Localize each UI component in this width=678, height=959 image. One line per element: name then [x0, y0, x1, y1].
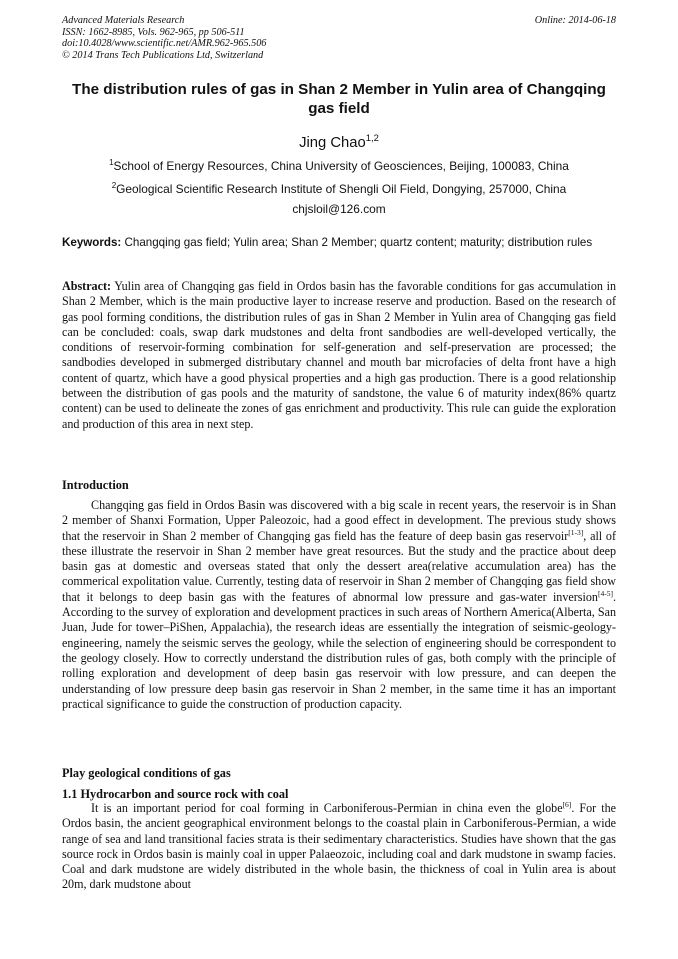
keywords-label: Keywords: — [62, 236, 122, 249]
author-name: Jing Chao — [299, 134, 366, 151]
affiliation-1-text: School of Energy Resources, China University of Geosciences, Beijing, 100083, China — [113, 158, 569, 173]
section-1-1-heading: 1.1 Hydrocarbon and source rock with coal — [62, 787, 289, 801]
keywords — [62, 236, 616, 251]
issn-line: ISSN: 1662-8985, Vols. 962-965, pp 506-511 — [62, 26, 245, 38]
sec11-text-1: It is an important period for coal forming in Carboniferous-Permian in china even the globe — [91, 801, 563, 815]
doi-line: doi:10.4028/www.scientific.net/AMR.962-965.506 — [62, 38, 267, 50]
copyright-line: © 2014 Trans Tech Publications Ltd, Switzerland — [62, 49, 264, 61]
journal-name: Advanced Materials Research — [62, 15, 185, 26]
affiliation-2-text: Geological Scientific Research Institute of Shengli Oil Field, Dongying, 257000, China — [116, 181, 567, 196]
affiliation-1-sup: 1 — [109, 158, 114, 167]
intro-text-1: Changqing gas field in Ordos Basin was discovered with a big scale in recent years, the reservoir is in Shan 2 member of Shanxi Formation, Upper Paleozoic, had a good effect in development. The previous study shows that the reservoir in Shan 2 member of Changqing gas field has the feature of deep basin gas reservoir — [62, 498, 616, 543]
journal-header — [62, 15, 616, 61]
keywords-text: Changqing gas field; Yulin area; Shan 2 Member; quartz content; maturity; distribution rules — [121, 236, 593, 249]
affiliation-1 — [62, 158, 616, 173]
paper-title: The distribution rules of gas in Shan 2 Member in Yulin area of Changqing gas field — [72, 81, 606, 117]
sec11-text-2: . For the Ordos basin, the ancient geographical environment belongs to the coastal plain in Carboniferous-Permian, a wide range of sea and land transitional facies strata is their sedimentary characteristics. Studies have shown that the gas source rock in Ordos basin is mainly coal in upper Palaeozoic, including coal and dark mudstone in swamp facies. Coal and dark mudstone are widely distributed in the whole basin, the thickness of coal in Yulin area is about 20m, dark mudstone about — [62, 801, 616, 892]
affiliation-2 — [62, 181, 616, 196]
intro-text-2: , all of these illustrate the reservoir in Shan 2 member have great resources. But the study and the practice about deep basin gas at domestic and overseas stated that only the dessert area(relative accumulation area) has the commerical expolitation value. Currently, testing data of reservoir in Shan 2 member of Changqing gas field show that it belongs to deep basin gas with the features of abnormal low pressure and gas-water inversion — [62, 528, 617, 604]
affiliation-2-sup: 2 — [111, 181, 117, 190]
abstract — [62, 279, 616, 432]
author-email: chjsloil@126.com — [292, 202, 386, 216]
section-1-1-paragraph — [62, 801, 616, 893]
abstract-text: Yulin area of Changqing gas field in Ordos basin has the favorable conditions for gas accumulation in Shan 2 Member, which is the main productive layer to increase reserve and production. Based on the research of gas pool forming conditions, the distribution rules of gas in Shan 2 Member in Yulin area of Changqing gas field can be concluded: coals, swap dark mudstones and delta front sandbodies are well-developed vertically, the conditions of reservoir-forming combination for self-generation and self-preservation are processed; the sandbodies developed in submerged distributary channel and mouth bar microfacies of delta front have a high content of quartz, which have a good physical properties and a high gas production. There is a good relationship between the distribution of gas pools and the maturity of sandstone, the value 6 of maturity index(86% quartz content) can be used to delineate the zones of gas enrichment and productivity. This rule can guide the exploration and production of this area in next step. — [62, 279, 616, 431]
author — [62, 133, 616, 151]
intro-text-3: . According to the survey of exploration and development practices in such areas of Northern America(Alberta, San Juan, Jude for tower–PiShen, Appalachia), the research ideas are essentially the integration of seismic-geology-engineering, namely the seismic serves the geology, while the selection of engineering should be correspondent to the geology closely. How to correctly understand the distribution rules of gas, both comply with the principle of rolling exploration and development of deep basin gas reservoir with low pressure, and can deepen the understanding of low pressure deep basin gas reservoir in Shan 2 member, in the same time it has an important practical significance to guide the construction of production capacity. — [62, 589, 616, 711]
author-sup: 1,2 — [365, 133, 379, 144]
introduction-heading: Introduction — [62, 478, 129, 492]
citation-4-5: [4-5] — [597, 588, 613, 598]
play-conditions-heading: Play geological conditions of gas — [62, 766, 231, 780]
abstract-label: Abstract: — [62, 279, 112, 293]
citation-1-3: [1-3] — [568, 527, 584, 537]
introduction-paragraph — [62, 498, 616, 712]
citation-6: [6] — [562, 799, 572, 809]
online-date: Online: 2014-06-18 — [534, 15, 616, 26]
